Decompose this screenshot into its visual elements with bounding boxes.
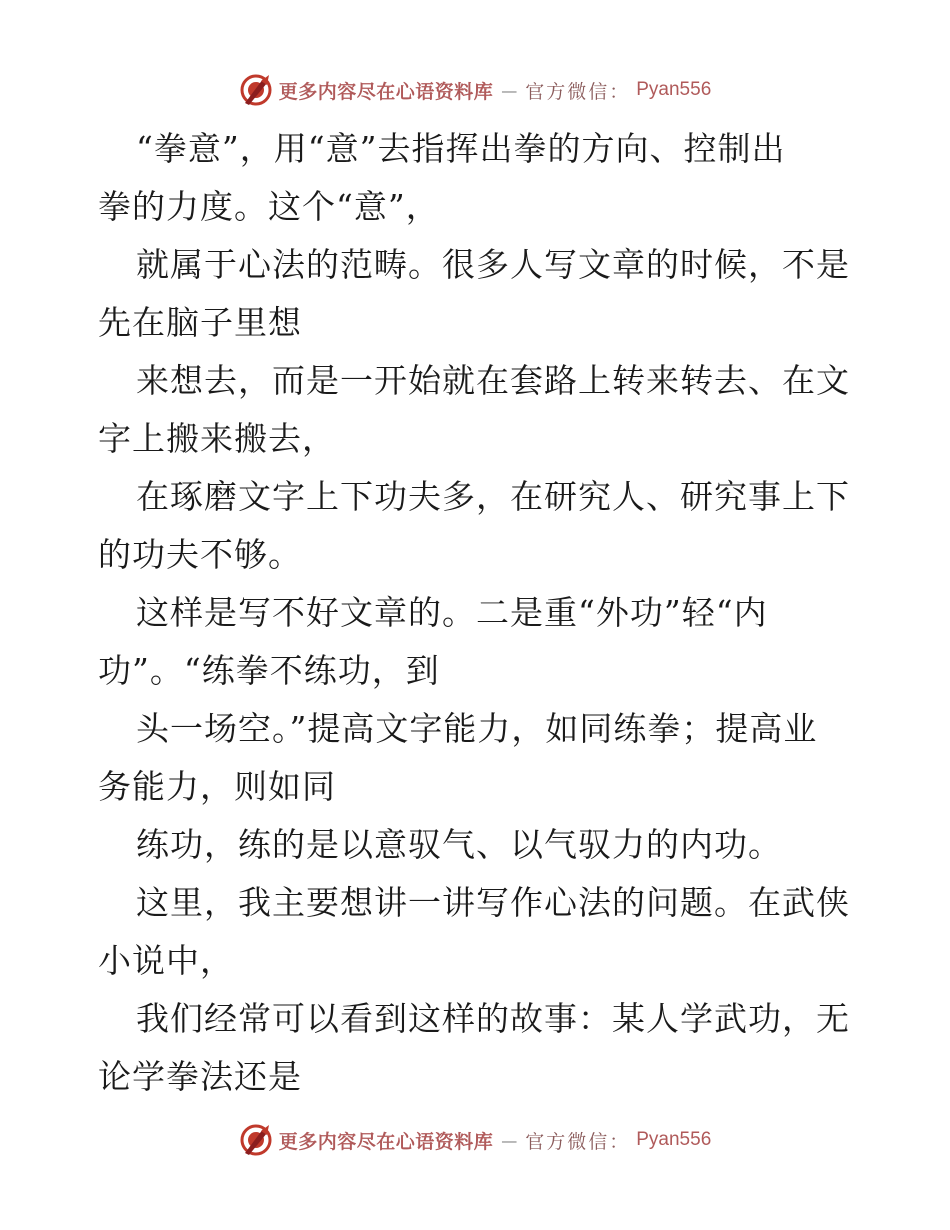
text-line: 字上搬来搬去，: [98, 419, 336, 458]
text-line: 我们经常可以看到这样的故事：某人学武功，无: [136, 999, 850, 1038]
banner-wechat-id: Pyan556: [636, 1129, 712, 1150]
banner-dash: —: [501, 1130, 518, 1150]
banner-text: 更多内容尽在心语资料库: [278, 80, 494, 103]
banner-dash: —: [501, 80, 518, 100]
banner-text: 更多内容尽在心语资料库: [278, 1130, 494, 1153]
text-line: 小说中，: [98, 941, 234, 980]
header-banner: [0, 70, 950, 110]
text-line: 功”。“练拳不练功，到: [98, 651, 440, 690]
banner-wechat-id: Pyan556: [636, 79, 712, 100]
quill-logo-icon: [239, 73, 273, 107]
quill-logo-icon: [239, 1123, 273, 1157]
text-line: 先在脑子里想: [98, 303, 302, 342]
text-line: 的功夫不够。: [98, 535, 302, 574]
footer-banner: [0, 1120, 950, 1160]
text-line: 这样是写不好文章的。二是重“外功”轻“内: [136, 593, 768, 632]
text-line: 就属于心法的范畴。很多人写文章的时候，不是: [136, 245, 850, 284]
text-line: 练功，练的是以意驭气、以气驭力的内功。: [136, 825, 782, 864]
text-line: 来想去，而是一开始就在套路上转来转去、在文: [136, 361, 850, 400]
text-line: “拳意”，用“意”去指挥出拳的方向、控制出: [136, 129, 786, 168]
text-line: 这里，我主要想讲一讲写作心法的问题。在武侠: [136, 883, 850, 922]
text-line: 论学拳法还是: [98, 1057, 302, 1096]
banner-wechat-label: 官方微信：: [525, 80, 631, 103]
text-line: 务能力，则如同: [98, 767, 336, 806]
banner-wechat-label: 官方微信：: [525, 1130, 631, 1153]
document-body: [98, 120, 858, 1106]
text-line: 拳的力度。这个“意”，: [98, 187, 440, 226]
text-line: 在琢磨文字上下功夫多，在研究人、研究事上下: [136, 477, 850, 516]
text-line: 头一场空。”提高文字能力，如同练拳；提高业: [136, 709, 818, 748]
